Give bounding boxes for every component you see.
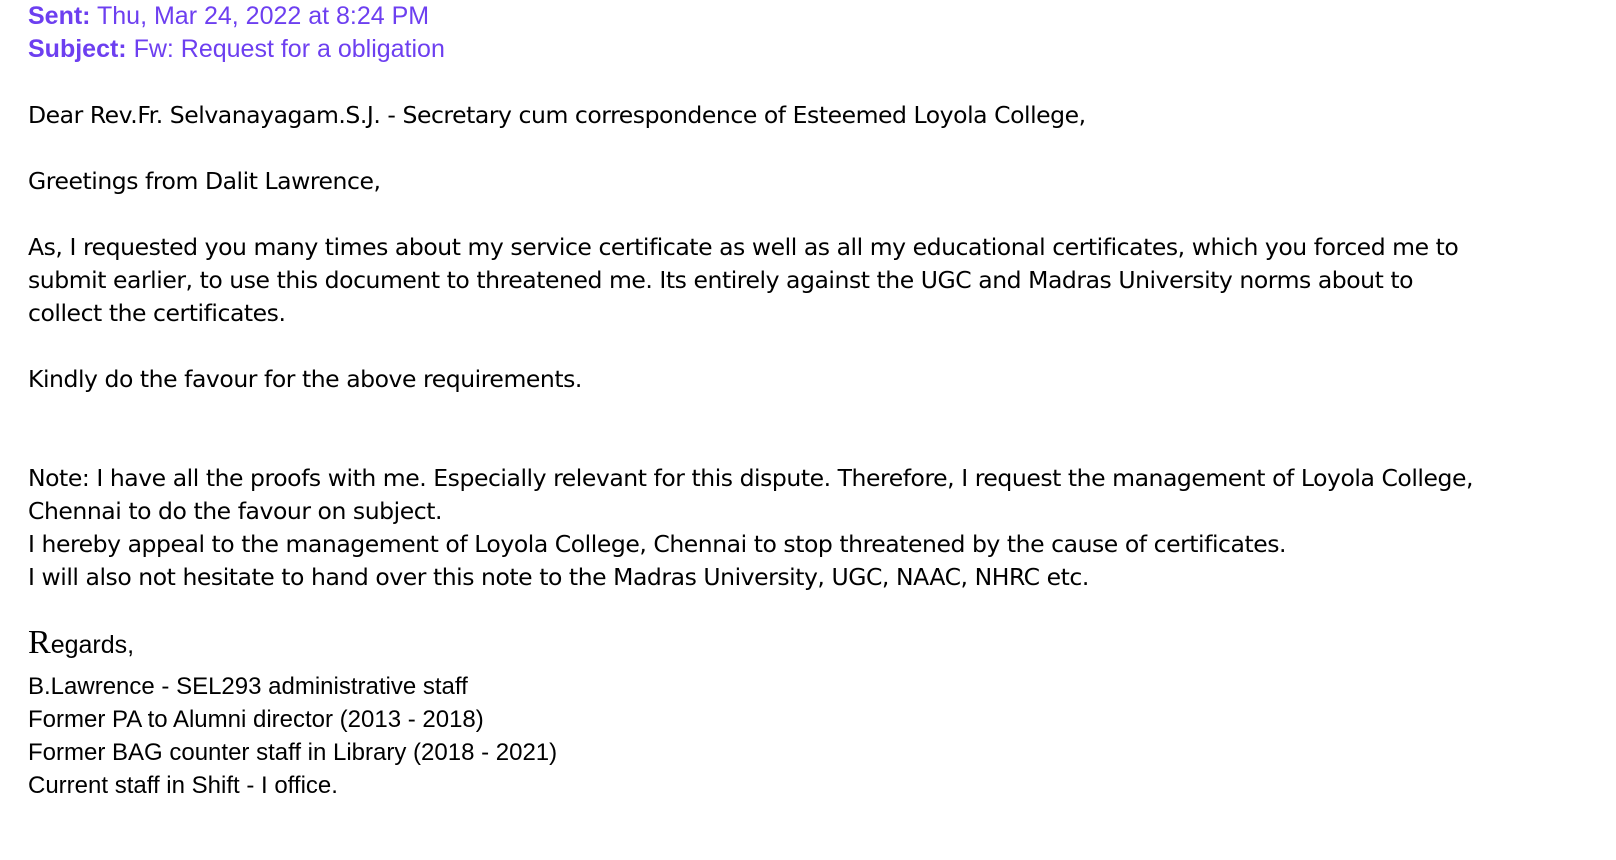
note-paragraph [28, 462, 1608, 594]
subject-row [28, 33, 1608, 66]
sent-value: Thu, Mar 24, 2022 at 8:24 PM [97, 2, 430, 30]
email-header [28, 0, 1608, 66]
request-line: submit earlier, to use this document to threatened me. Its entirely against the UGC and Madras University norms about to [28, 266, 1414, 294]
signature-line: Former PA to Alumni director (2013 - 2018) [28, 706, 484, 733]
request-paragraph [28, 231, 1608, 330]
salutation: Dear Rev.Fr. Selvanayagam.S.J. - Secretary cum correspondence of Esteemed Loyola College, [28, 101, 1086, 129]
sent-row [28, 0, 1608, 33]
signature-line: Current staff in Shift - I office. [28, 772, 338, 799]
subject-label: Subject: [28, 35, 127, 63]
request-line: collect the certificates. [28, 299, 286, 327]
signature-line: Former BAG counter staff in Library (2018 - 2021) [28, 739, 558, 766]
request-line: As, I requested you many times about my service certificate as well as all my educational certificates, which you forced me to [28, 233, 1459, 261]
signature-line: B.Lawrence - SEL293 administrative staff [28, 673, 468, 700]
email-message [28, 0, 1608, 802]
sent-label: Sent: [28, 2, 91, 30]
email-body [28, 99, 1608, 594]
note-line: Note: I have all the proofs with me. Especially relevant for this dispute. Therefore, I request the management of Loyola College, [28, 464, 1473, 492]
regards [28, 616, 1608, 670]
regards-initial: R [28, 624, 51, 661]
note-line: Chennai to do the favour on subject. [28, 497, 442, 525]
note-line: I hereby appeal to the management of Loyola College, Chennai to stop threatened by the cause of certificates. [28, 530, 1287, 558]
kindly-line: Kindly do the favour for the above requirements. [28, 365, 582, 393]
greeting: Greetings from Dalit Lawrence, [28, 167, 381, 195]
subject-value: Fw: Request for a obligation [133, 35, 445, 63]
note-line: I will also not hesitate to hand over this note to the Madras University, UGC, NAAC, NHRC etc. [28, 563, 1089, 591]
signature-block [28, 670, 1608, 802]
regards-rest: egards, [50, 631, 135, 659]
